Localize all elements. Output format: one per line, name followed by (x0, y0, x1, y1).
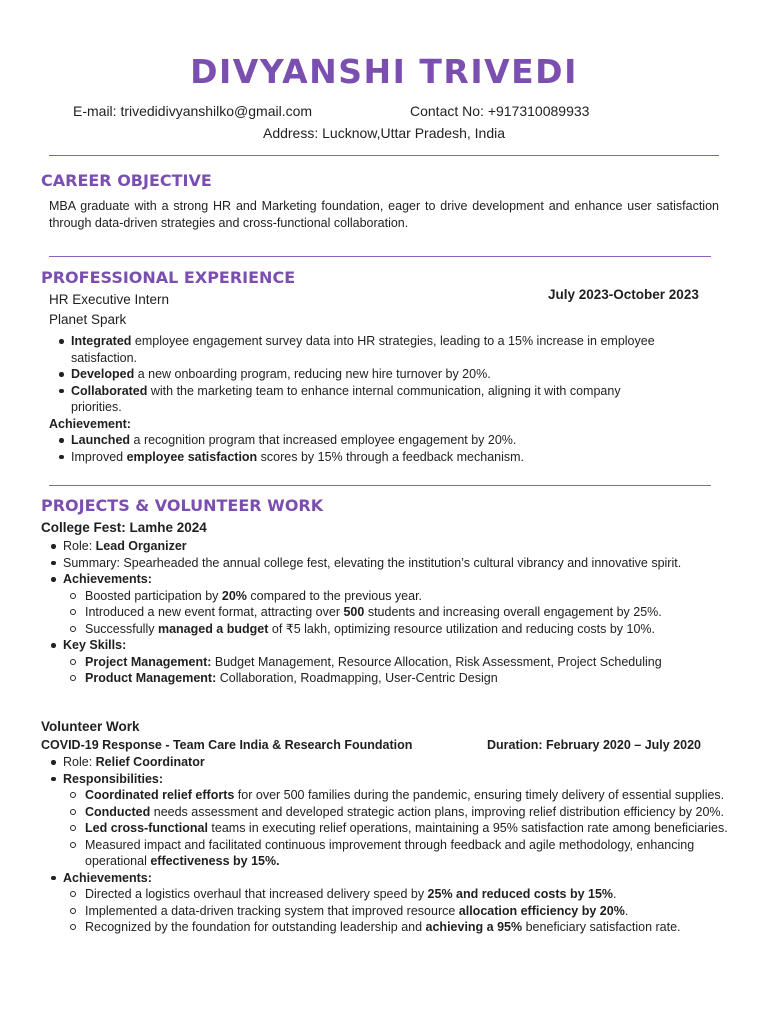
list-item: Directed a logistics overhaul that increased delivery speed by 25% and reduced costs by 15%. (41, 886, 741, 903)
fest-details (41, 538, 741, 687)
list-item: Summary: Spearheaded the annual college fest, elevating the institution’s cultural vibrancy and innovative spirit. (41, 555, 733, 572)
list-item: Responsibilities: (41, 771, 741, 788)
projects-heading: PROJECTS & VOLUNTEER WORK (41, 496, 324, 515)
job-role: HR Executive Intern (49, 292, 170, 307)
list-item: Boosted participation by 20% compared to the previous year. (41, 588, 741, 605)
list-item: Introduced a new event format, attracting over 500 students and increasing overall engagement by 25%. (41, 604, 741, 621)
list-item: Integrated employee engagement survey data into HR strategies, leading to a 15% increase in employee satisfaction. (49, 333, 669, 366)
volunteer-org: COVID-19 Response - Team Care India & Research Foundation (41, 738, 413, 752)
list-item: Product Management: Collaboration, Roadmapping, User-Centric Design (41, 670, 741, 687)
list-item: Role: Lead Organizer (41, 538, 741, 555)
volunteer-heading: Volunteer Work (41, 719, 140, 734)
list-item: Launched a recognition program that increased employee engagement by 20%. (49, 432, 709, 449)
phone-text: Contact No: +917310089933 (410, 103, 590, 119)
list-item: Improved employee satisfaction scores by 15% through a feedback mechanism. (49, 449, 709, 466)
list-item: Collaborated with the marketing team to enhance internal communication, aligning it with company priorities. (49, 383, 669, 416)
list-item: Successfully managed a budget of ₹5 lakh, optimizing resource utilization and reducing costs by 10%. (41, 621, 741, 638)
list-item: Coordinated relief efforts for over 500 families during the pandemic, ensuring timely delivery of essential supplies. (41, 787, 741, 804)
list-item: Key Skills: (41, 637, 741, 654)
address-text: Address: Lucknow,Uttar Pradesh, India (262, 125, 506, 141)
job-company: Planet Spark (49, 312, 127, 327)
candidate-name: DIVYANSHI TRIVEDI (190, 52, 578, 91)
experience-heading: PROFESSIONAL EXPERIENCE (41, 268, 296, 287)
list-item: Implemented a data-driven tracking system that improved resource allocation efficiency by 20%. (41, 903, 741, 920)
fest-heading: College Fest: Lamhe 2024 (41, 520, 207, 535)
job-dates: July 2023-October 2023 (548, 287, 699, 302)
list-item: Role: Relief Coordinator (41, 754, 741, 771)
volunteer-duration: Duration: February 2020 – July 2020 (487, 738, 701, 752)
experience-bullets (49, 333, 669, 416)
list-item: Achievements: (41, 571, 741, 588)
list-item: Led cross-functional teams in executing relief operations, maintaining a 95% satisfaction rate among beneficiaries. (41, 820, 741, 837)
list-item: Measured impact and facilitated continuous improvement through feedback and agile methodology, enhancing operational effectiveness by 15%. (41, 837, 741, 870)
list-item: Project Management: Budget Management, Resource Allocation, Risk Assessment, Project Scheduling (41, 654, 741, 671)
list-item: Achievements: (41, 870, 741, 887)
achievement-label: Achievement: (49, 417, 131, 431)
divider (49, 155, 719, 156)
divider (49, 485, 711, 486)
list-item: Conducted needs assessment and developed strategic action plans, improving relief distribution efficiency by 20%. (41, 804, 741, 821)
list-item: Developed a new onboarding program, reducing new hire turnover by 20%. (49, 366, 669, 383)
list-item: Recognized by the foundation for outstanding leadership and achieving a 95% beneficiary satisfaction rate. (41, 919, 741, 936)
email-text: E-mail: trivedidivyanshilko@gmail.com (73, 103, 313, 119)
divider (49, 256, 711, 257)
career-objective-text: MBA graduate with a strong HR and Marketing foundation, eager to drive development and enhance user satisfaction through data-driven strategies and cross-functional collaboration. (49, 199, 719, 230)
volunteer-details (41, 754, 741, 936)
experience-achievements (49, 432, 709, 465)
career-objective-heading: CAREER OBJECTIVE (41, 171, 212, 190)
